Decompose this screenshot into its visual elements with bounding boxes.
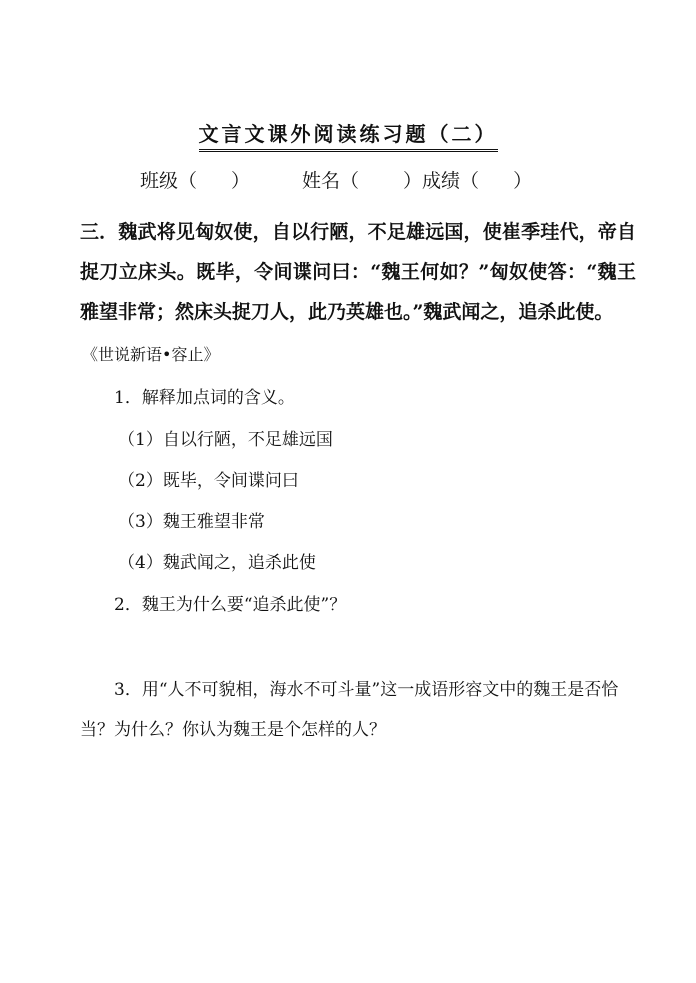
document-title-container <box>0 118 696 152</box>
class-close: ） <box>231 170 251 192</box>
question-1-item-2: （2）既毕，令间谍问曰 <box>118 471 299 491</box>
name-label: 姓名（ <box>302 170 360 192</box>
question-1-item-4: （4）魏武闻之，追杀此使 <box>118 553 316 573</box>
question-1: 1．解释加点词的含义。 <box>114 388 295 408</box>
name-close-score-label: ）成绩（ <box>403 170 480 192</box>
student-info-line <box>140 166 532 193</box>
question-2: 2．魏王为什么要“追杀此使”？ <box>114 595 347 615</box>
classical-passage: 三．魏武将见匈奴使，自以行陋，不足雄远国，使崔季珪代，帝自捉刀立床头。既毕，令间谍问曰：“魏王何如？”匈奴使答：“魏王雅望非常；然床头捉刀人，此乃英雄也。”魏武闻之，追杀此使。 <box>80 221 636 323</box>
class-label: 班级（ <box>140 170 198 192</box>
passage-source: 《世说新语•容止》 <box>82 345 220 364</box>
document-title: 文言文课外阅读练习题（二） <box>199 118 498 152</box>
question-3: 3．用“人不可貌相，海水不可斗量”这一成语形容文中的魏王是否恰当？为什么？你认为魏王是个怎样的人？ <box>80 680 619 740</box>
question-1-item-3: （3）魏王雅望非常 <box>118 512 265 532</box>
question-1-item-1: （1）自以行陋，不足雄远国 <box>118 430 333 450</box>
score-close: ） <box>513 170 533 192</box>
